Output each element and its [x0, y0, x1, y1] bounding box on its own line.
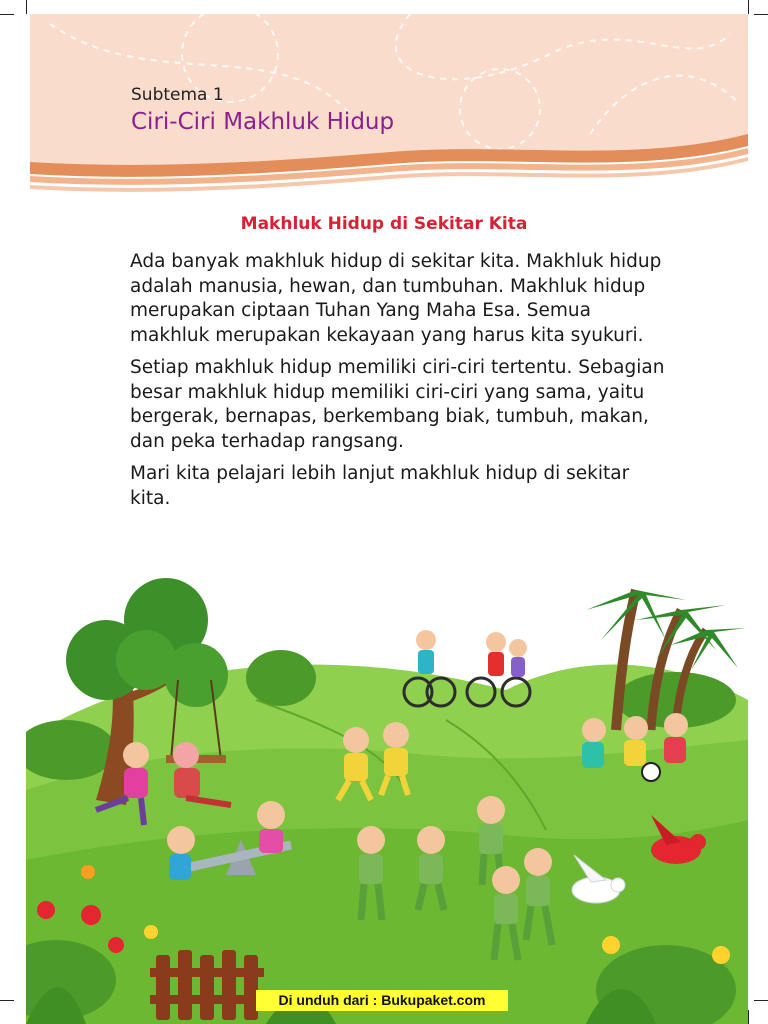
subtheme-label: Subtema 1 — [131, 85, 224, 105]
crop-mark-top-right — [748, 0, 749, 14]
paragraph-2: Setiap makhluk hidup memiliki ciri-ciri tertentu. Sebagian besar makhluk hidup memiliki ciri-ciri yang sama, yaitu bergerak, bernapas, berkembang biak, tumbuh, makan, dan peka terhadap rangsang. — [130, 357, 665, 452]
paragraph-1: Ada banyak makhluk hidup di sekitar kita. Makhluk hidup adalah manusia, hewan, dan tumbuhan. Makhluk hidup merupakan ciptaan Tuhan Yang Maha Esa. Semua makhluk merupakan kekayaan yang harus kita syukuri. — [130, 251, 662, 346]
crop-mark-left-bottom — [0, 1000, 14, 1001]
crop-mark-bottom-right — [748, 1010, 749, 1024]
section-title: Makhluk Hidup di Sekitar Kita — [240, 214, 528, 234]
crop-mark-top-left — [26, 0, 27, 14]
crop-mark-left-top — [0, 14, 14, 15]
body-text — [130, 250, 670, 519]
park-illustration — [26, 550, 748, 1024]
wooden-fence — [150, 950, 264, 1020]
download-watermark: Di unduh dari : Bukupaket.com — [256, 990, 508, 1011]
crop-mark-right-bottom — [754, 1000, 768, 1001]
theme-title: Ciri-Ciri Makhluk Hidup — [131, 109, 395, 135]
crop-mark-right-top — [754, 14, 768, 15]
paragraph-3: Mari kita pelajari lebih lanjut makhluk hidup di sekitar kita. — [130, 463, 630, 509]
